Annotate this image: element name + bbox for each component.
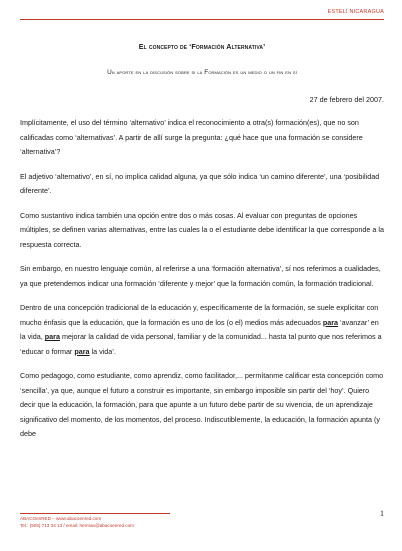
document-title: El concepto de ‘Formación Alternativa’ — [138, 42, 266, 51]
document-subtitle: Un aporte en la discusión sobre si la Formación es un medio o un fin en sí — [107, 69, 297, 76]
page-number: 1 — [380, 509, 384, 518]
footer-divider — [20, 513, 170, 514]
paragraph-6: Como pedagogo, como estudiante, como aprendiz, como facilitador,... permítanme calificar esta concepción como ‘sencilla’, ya que, aunque el futuro a construir es importante, sin embargo imposible sin partir del ‘hoy’. Quiero decir que la educación, la formación, para que apunte a un futuro debe partir de su vivencia, de un aprendizaje significativo del momento, de los momentos, del proceso. Indiscutiblemente, la educación, la formación apunta (y debe — [20, 371, 384, 438]
emphasis-para: para — [322, 317, 339, 327]
paragraph-5-text: mejorar la calidad de vida personal, familiar y de la comunidad... hasta tal punto que nos referimos a ‘educar o formar — [20, 332, 382, 356]
header-location: ESTELÍ NICARAGUA — [327, 9, 384, 15]
paragraph-2: El adjetivo ‘alternativo’, en sí, no implica calidad alguna, ya que sólo indica ‘un camino diferente’, una ‘posibilidad diferente’. — [20, 171, 380, 195]
paragraph-5-text: Dentro de una concepción tradicional de la educación y, específicamente de la formación, se suele explicitar con mucho énfasis que la educación, que la formación es uno de los (o el) medios más adecuados — [20, 303, 379, 327]
header-divider — [20, 19, 384, 20]
paragraph-5 — [20, 301, 384, 359]
footer-website: ABACOenRED – www.abacoenred.com — [20, 516, 102, 521]
paragraph-1: Implícitamente, el uso del término ‘alternativo’ indica el reconocimiento a otra(s) formación(es), que no son calificadas como ‘alternativas’. A partir de allí surge la pregunta: ¿qué hace que una formación se considere ‘alternativa’? — [20, 118, 363, 156]
emphasis-para: para — [74, 346, 90, 356]
paragraph-3: Como sustantivo indica también una opción entre dos o más cosas. Al evaluar con preguntas de opciones múltiples, se definen varias alternativas, entre las cuales la o el estudiante debe identificar la que corresponde a la respuesta correcta. — [20, 210, 384, 249]
emphasis-para: para — [44, 332, 60, 341]
paragraph-5-text: ‘avanzar’ en la vida, — [20, 317, 379, 341]
footer-contact: Tel.: (505) 713 34 13 / email: herman@abacoenred.com — [20, 523, 134, 528]
paragraph-4: Sin embargo, en nuestro lenguaje común, al referirse a una ‘formación alternativa’, sí nos referimos a cualidades, ya que pretendemos indicar una formación ‘diferente y mejor’ que la formación común, la formación tradicional. — [20, 264, 381, 288]
paragraph-5-text: la vida’. — [89, 346, 116, 356]
document-body — [20, 116, 384, 452]
document-date: 27 de febrero del 2007. — [309, 95, 384, 104]
